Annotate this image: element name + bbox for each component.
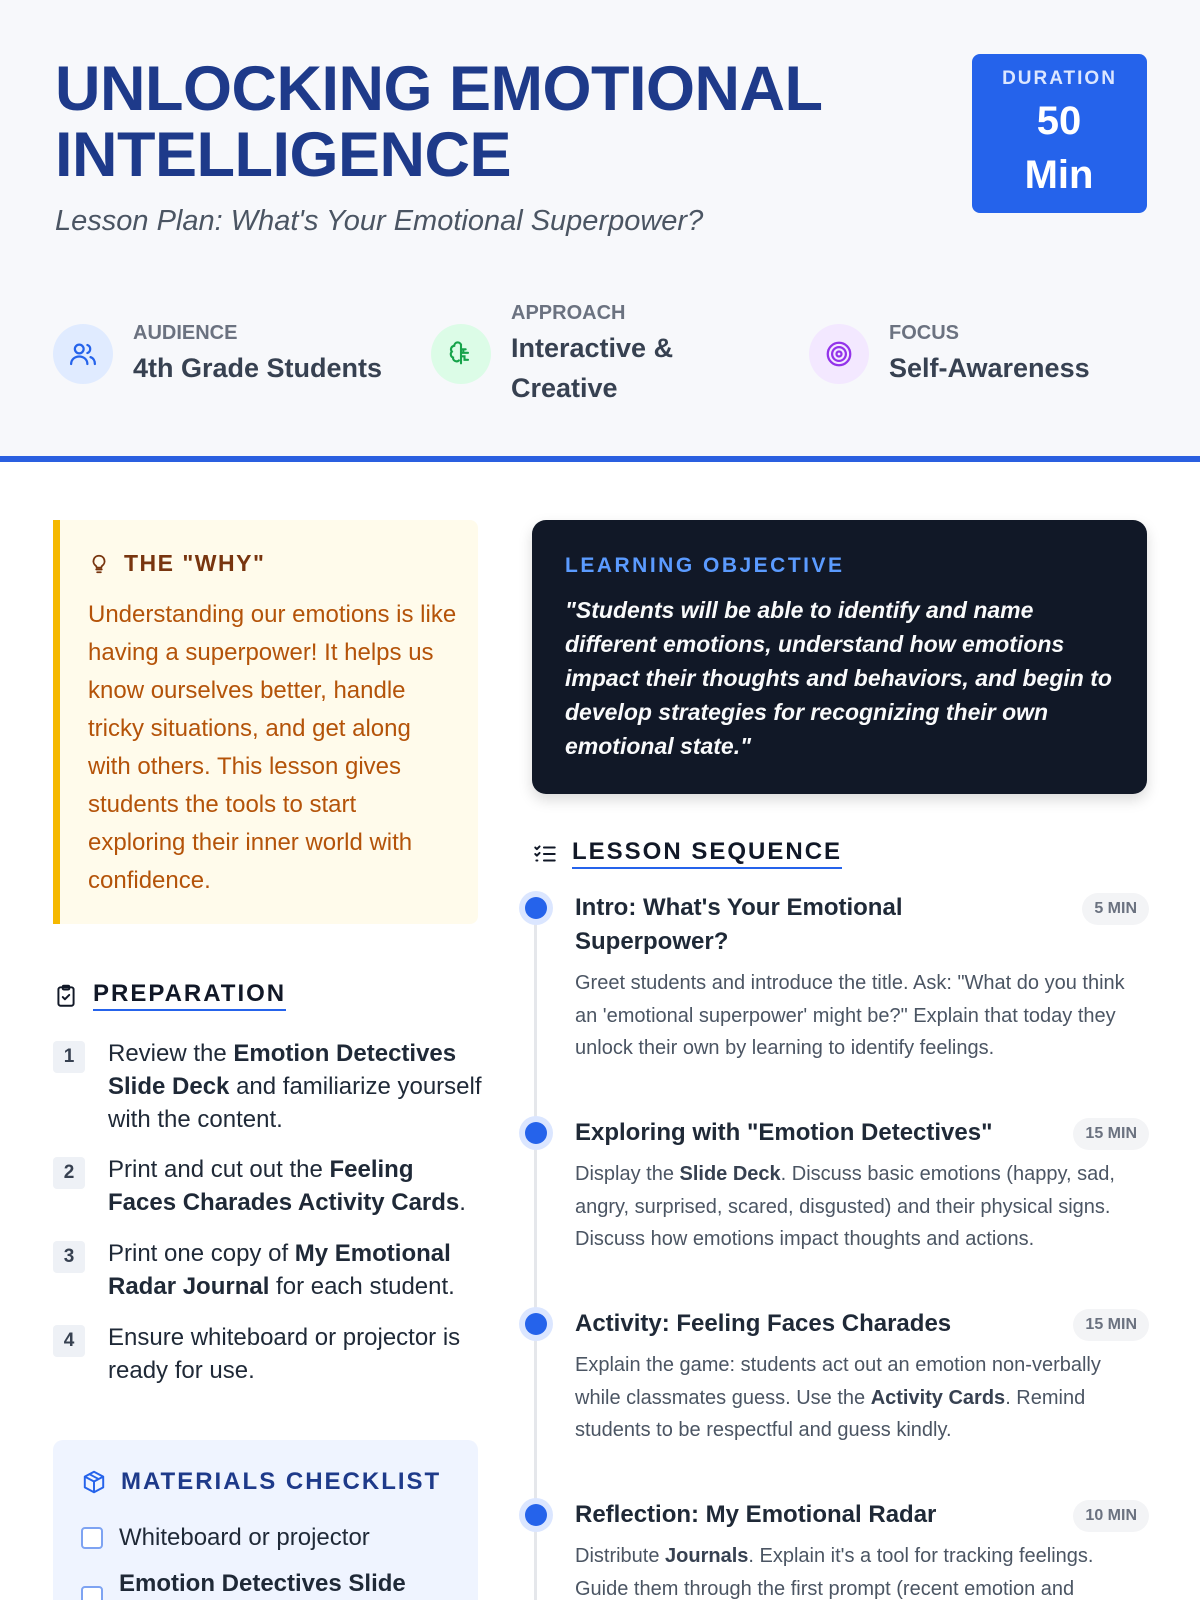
step-title: Reflection: My Emotional Radar: [575, 1501, 937, 1528]
material-label: Whiteboard or projector: [119, 1524, 370, 1551]
lightbulb-icon: [88, 553, 110, 575]
why-heading-text: THE "WHY": [124, 550, 266, 576]
prep-item-text: Print one copy of My Emotional Radar Journal for each student.: [108, 1240, 455, 1300]
material-item[interactable]: [81, 1524, 370, 1552]
list-check-icon: [532, 841, 558, 867]
prep-item-text: Ensure whiteboard or projector is ready for use.: [108, 1324, 461, 1384]
meta-audience: [53, 296, 413, 406]
materials-heading-text: MATERIALS CHECKLIST: [121, 1468, 442, 1495]
timeline-dot: [519, 1116, 553, 1150]
meta-focus: [809, 296, 1149, 406]
step-body: Greet students and introduce the title. Ask: "What do you think an 'emotional superpower' might be?" Explain that today they unlock their own by learning to identify feelings.: [575, 972, 1125, 1059]
objective-body: "Students will be able to identify and name different emotions, understand how emotions impact their thoughts and behaviors, and begin to develop strategies for recognizing their own emotional state.": [565, 597, 1112, 759]
lesson-sequence-heading-text: LESSON SEQUENCE: [572, 838, 842, 869]
duration-label: DURATION: [1002, 68, 1117, 89]
why-heading: [88, 550, 265, 577]
step-body: Display the Slide Deck. Discuss basic emotions (happy, sad, angry, surprised, scared, disgusted) and their physical signs. Discuss how emotions impact thoughts and actions.: [575, 1163, 1115, 1250]
why-card: [53, 520, 478, 924]
materials-card: [53, 1440, 478, 1600]
prep-item-number: 4: [53, 1325, 85, 1357]
why-body: Understanding our emotions is like having a superpower! It helps us know ourselves better, handle tricky situations, and get along with others. This lesson gives students the tools to start exploring their inner world with confidence.: [88, 601, 457, 894]
box-icon: [81, 1469, 107, 1495]
duration-value: 50 Min: [1024, 99, 1094, 197]
material-checkbox[interactable]: [81, 1586, 103, 1600]
meta-focus-label: FOCUS: [889, 322, 959, 344]
page-title: UNLOCKING EMOTIONAL INTELLIGENCE: [55, 54, 822, 190]
prep-item-text: Print and cut out the Feeling Faces Charades Activity Cards.: [108, 1156, 466, 1216]
timeline-dot: [519, 1498, 553, 1532]
preparation-heading-text: PREPARATION: [93, 980, 286, 1011]
timeline-dot: [519, 891, 553, 925]
material-item[interactable]: [81, 1570, 406, 1600]
step-body: Distribute Journals. Explain it's a tool for tracking feelings. Guide them through the first prompt (recent emotion and: [575, 1545, 1094, 1600]
materials-heading: [81, 1468, 441, 1496]
step-title: Activity: Feeling Faces Charades: [575, 1310, 952, 1337]
step-time-badge: 5 MIN: [1082, 893, 1149, 925]
header: [0, 0, 1200, 462]
step-time-badge: 15 MIN: [1073, 1309, 1149, 1341]
timeline-dot: [519, 1307, 553, 1341]
prep-item-text: Review the Emotion Detectives Slide Deck and familiarize yourself with the content.: [108, 1040, 482, 1133]
timeline-line: [534, 900, 537, 1600]
meta-audience-value: 4th Grade Students: [133, 353, 383, 383]
step-body: Explain the game: students act out an emotion non-verbally while classmates guess. Use the Activity Cards. Remind students to be respectful and guess kindly.: [575, 1354, 1101, 1441]
learning-objective-card: [532, 520, 1147, 794]
meta-audience-label: AUDIENCE: [133, 322, 238, 344]
preparation-heading: [53, 980, 286, 1011]
material-checkbox[interactable]: [81, 1527, 103, 1549]
users-icon: [53, 324, 113, 384]
prep-item-number: 3: [53, 1241, 85, 1273]
step-title: Exploring with "Emotion Detectives": [575, 1119, 993, 1146]
objective-heading: LEARNING OBJECTIVE: [565, 554, 845, 577]
meta-approach-label: APPROACH: [511, 302, 626, 324]
meta-focus-value: Self-Awareness: [889, 353, 1090, 383]
step-title: Intro: What's Your Emotional Superpower?: [575, 894, 903, 955]
lesson-sequence-heading: [532, 838, 842, 869]
step-time-badge: 10 MIN: [1073, 1500, 1149, 1532]
meta-approach-value: Interactive & Creative: [511, 333, 674, 403]
prep-item-number: 1: [53, 1041, 85, 1073]
meta-approach: [431, 296, 771, 406]
step-time-badge: 15 MIN: [1073, 1118, 1149, 1150]
prep-item-number: 2: [53, 1157, 85, 1189]
material-label: Emotion Detectives Slide: [119, 1570, 406, 1597]
brain-icon: [431, 324, 491, 384]
target-icon: [809, 324, 869, 384]
page-subtitle: Lesson Plan: What's Your Emotional Superpower?: [55, 205, 704, 237]
clipboard-icon: [53, 983, 79, 1009]
duration-badge: [972, 54, 1147, 213]
